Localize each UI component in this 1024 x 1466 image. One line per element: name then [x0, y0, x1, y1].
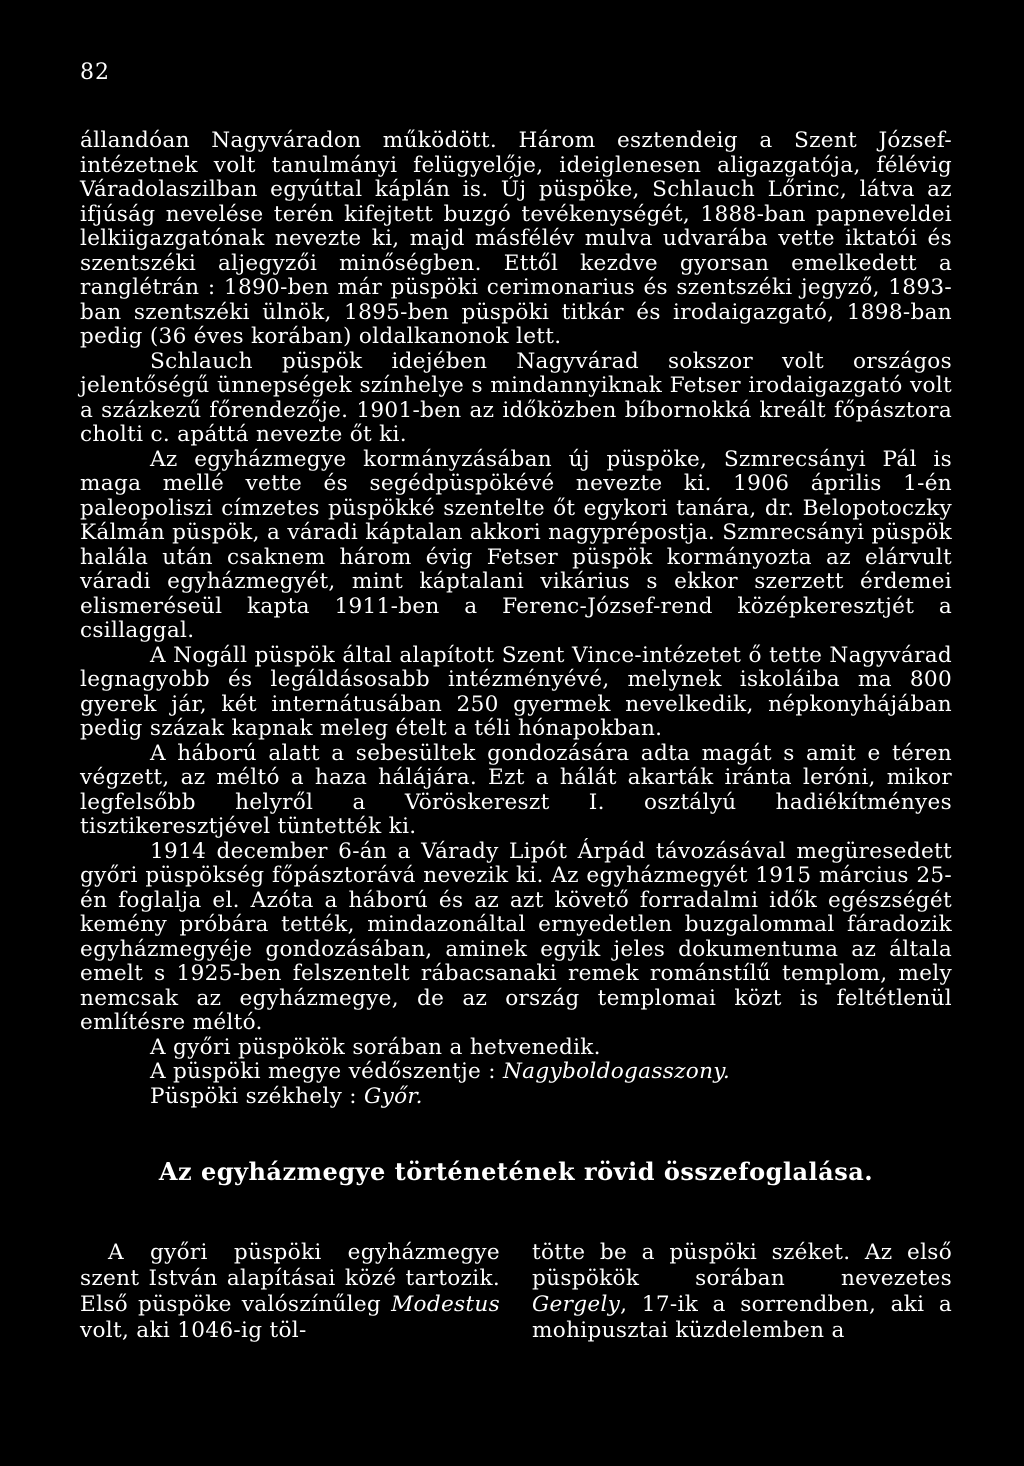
paragraph-5: A háború alatt a sebesültek gondozására adta magát s amit e téren végzett, az méltó a haza hálájára. Ezt a hálát akarták iránta leróni, mikor legfelsőbb helyről a Vöröskereszt I. osztályú hadiékítményes tisztikeresztjével tüntették ki. — [80, 740, 952, 839]
patron-value: Nagyboldogasszony. — [502, 1059, 731, 1084]
right-column-name: Gergely — [532, 1292, 621, 1317]
right-column-text-1: tötte be a püspöki széket. Az első püspökök sorában nevezetes — [532, 1240, 952, 1291]
section-title: Az egyházmegye történetének rövid összefoglalása. — [158, 1157, 874, 1186]
paragraph-2: Schlauch püspök idejében Nagyvárad sokszor volt országos jelentőségű ünnepségek színhelye s mindannyiknak Fetser irodaigazgató volt a százkezű főrendezője. 1901-ben az időközben bíbornokká kreált főpásztora cholti c. apáttá nevezte őt ki. — [80, 348, 952, 447]
body-text — [80, 129, 952, 1109]
patron-label: A püspöki megye védőszentje : — [150, 1059, 503, 1084]
page-number: 82 — [80, 60, 110, 85]
paragraph-4: A Nogáll püspök által alapított Szent Vince-intézetet ő tette Nagyvárad legnagyobb és legáldásosabb intézményévé, melynek iskoláiba ma 800 gyerek jár, két internátusában 250 gyermek nevelkedik, népkonyhájában pedig százak kapnak meleg ételt a téli hónapokban. — [80, 642, 952, 741]
two-column-text — [80, 1240, 952, 1344]
right-column — [532, 1240, 952, 1344]
paragraph-6: 1914 december 6-án a Várady Lipót Árpád távozásával megüresedett győri püspökség főpásztorává nevezik ki. Az egyházmegyét 1915 március 25-én foglalja el. Azóta a háború és az azt követő forradalmi idők egészségét kemény próbára tették, mindazonáltal ernyedetlen buzgalommal fáradozik egyházmegyéje gondozásában, aminek egyik jeles dokumentuma az általa emelt s 1925-ben felszentelt rábacsanaki remek románstílű templom, mely nemcsak az egyházmegye, de az ország templomai közt is feltétlenül említésre méltó. — [80, 838, 952, 1035]
document-page — [80, 60, 952, 1344]
patron-line — [80, 1060, 952, 1085]
left-column-text-1: A győri püspöki egyházmegye szent István alapításai közé tartozik. Első püspöke valószínűleg — [80, 1240, 500, 1317]
paragraph-1: állandóan Nagyváradon működött. Három esztendeig a Szent József-intézetnek volt tanulmányi felügyelője, ideiglenesen aligazgatója, félévig Váradolaszilban egyúttal káplán is. Új püspöke, Schlauch Lőrinc, látva az ifjúság nevelése terén kifejtett buzgó tevékenységét, 1888-ban papneveldei lelkiigazgatónak nevezte ki, majd másfélév mulva udvarába vette iktatói és szentszéki aljegyzői minőségben. Ettől kezdve gyorsan emelkedett a ranglétrán : 1890-ben már püspöki cerimonarius és szentszéki jegyző, 1893-ban szentszéki ülnök, 1895-ben püspöki titkár és irodaigazgató, 1898-ban pedig (36 éves korában) oldalkanonok lett. — [80, 128, 952, 349]
seat-line — [80, 1085, 952, 1110]
left-column — [80, 1240, 500, 1344]
seat-value: Győr. — [364, 1083, 423, 1109]
left-column-name: Modestus — [391, 1292, 500, 1317]
paragraph-7: A győri püspökök sorában a hetvenedik. — [150, 1034, 601, 1060]
right-column-text-2: , 17-ik a sorrendben, aki a mohipusztai küzdelemben a — [532, 1292, 952, 1343]
left-column-text-2: volt, aki 1046-ig töl- — [80, 1318, 307, 1343]
seat-label: Püspöki székhely : — [150, 1083, 365, 1109]
paragraph-3: Az egyházmegye kormányzásában új püspöke, Szmrecsányi Pál is maga mellé vette és segédpüspökévé nevezte ki. 1906 április 1-én paleopoliszi címzetes püspökké szentelte őt egykori tanára, dr. Belopotoczky Kálmán püspök, a váradi káptalan akkori nagyprépostja. Szmrecsányi püspök halála után csaknem három évig Fetser püspök kormányozta az elárvult váradi egyházmegyét, mint káptalani vikárius s ekkor szerzett érdemei elismeréseül kapta 1911-ben a Ferenc-József-rend középkeresztjét a csillaggal. — [80, 446, 953, 643]
